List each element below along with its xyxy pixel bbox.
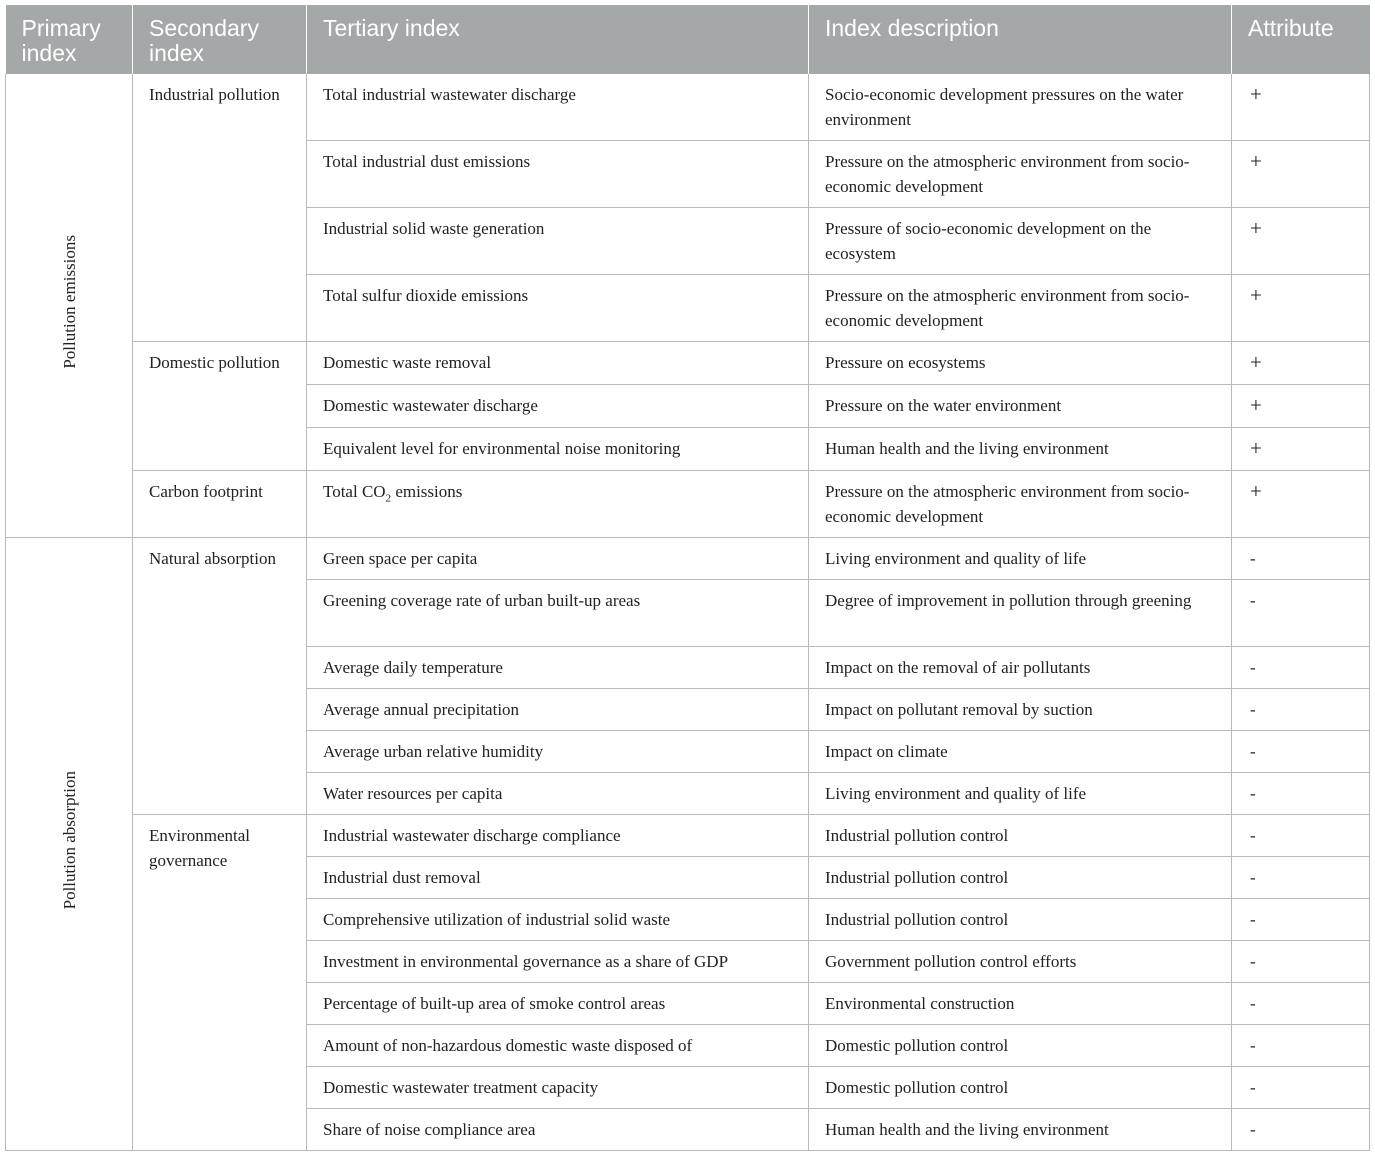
- secondary-index-carbon: Carbon footprint: [133, 471, 307, 538]
- tertiary-index-cell: Industrial dust removal: [307, 857, 809, 899]
- tertiary-index-cell: Equivalent level for environmental noise monitoring: [307, 428, 809, 471]
- tertiary-index-cell: Total sulfur dioxide emissions: [307, 275, 809, 342]
- table-row: [6, 815, 1370, 857]
- index-description-cell: Impact on climate: [809, 731, 1232, 773]
- header-index-description: Index description: [809, 5, 1232, 74]
- header-tertiary-index: Tertiary index: [307, 5, 809, 74]
- index-description-cell: Human health and the living environment: [809, 1109, 1232, 1151]
- index-description-cell: Pressure on the atmospheric environment from socio-economic development: [809, 141, 1232, 208]
- attribute-value: +: [1250, 149, 1262, 173]
- attribute-cell: [1232, 1109, 1370, 1151]
- attribute-value: +: [1250, 283, 1262, 307]
- tertiary-text: Total CO: [323, 482, 386, 501]
- attribute-value: -: [1250, 549, 1256, 568]
- attribute-cell: [1232, 773, 1370, 815]
- attribute-cell: [1232, 208, 1370, 275]
- attribute-cell: [1232, 731, 1370, 773]
- index-description-cell: Living environment and quality of life: [809, 773, 1232, 815]
- attribute-value: -: [1250, 952, 1256, 971]
- index-description-cell: Degree of improvement in pollution through greening: [809, 580, 1232, 647]
- attribute-cell: [1232, 428, 1370, 471]
- attribute-value: -: [1250, 1078, 1256, 1097]
- index-description-cell: Human health and the living environment: [809, 428, 1232, 471]
- index-system-table: [5, 5, 1370, 1151]
- header-row: [6, 5, 1370, 74]
- tertiary-index-cell: Percentage of built-up area of smoke control areas: [307, 983, 809, 1025]
- table-row: [6, 471, 1370, 538]
- index-description-cell: Industrial pollution control: [809, 815, 1232, 857]
- attribute-value: +: [1250, 216, 1262, 240]
- tertiary-index-cell: Domestic waste removal: [307, 342, 809, 385]
- index-description-cell: Government pollution control efforts: [809, 941, 1232, 983]
- tertiary-index-cell: Industrial wastewater discharge compliance: [307, 815, 809, 857]
- index-description-cell: Pressure on the water environment: [809, 385, 1232, 428]
- index-description-cell: Industrial pollution control: [809, 857, 1232, 899]
- index-description-cell: Pressure on the atmospheric environment from socio-economic development: [809, 275, 1232, 342]
- attribute-value: +: [1250, 393, 1262, 417]
- tertiary-index-cell: Domestic wastewater discharge: [307, 385, 809, 428]
- tertiary-index-cell: [307, 471, 809, 538]
- attribute-value: -: [1250, 826, 1256, 845]
- attribute-value: -: [1250, 868, 1256, 887]
- attribute-value: -: [1250, 994, 1256, 1013]
- index-description-cell: Pressure on the atmospheric environment from socio-economic development: [809, 471, 1232, 538]
- attribute-value: -: [1250, 658, 1256, 677]
- attribute-value: -: [1250, 700, 1256, 719]
- header-secondary-index: Secondary index: [133, 5, 307, 74]
- attribute-value: +: [1250, 436, 1262, 460]
- tertiary-index-cell: Water resources per capita: [307, 773, 809, 815]
- tertiary-index-cell: Total industrial wastewater discharge: [307, 74, 809, 141]
- tertiary-text-suffix: emissions: [391, 482, 463, 501]
- table-row: [6, 538, 1370, 580]
- attribute-value: -: [1250, 742, 1256, 761]
- primary-index-emissions: [6, 74, 133, 538]
- index-table-container: [5, 5, 1369, 1151]
- tertiary-index-cell: Green space per capita: [307, 538, 809, 580]
- tertiary-index-cell: Greening coverage rate of urban built-up areas: [307, 580, 809, 647]
- index-description-cell: Pressure of socio-economic development on the ecosystem: [809, 208, 1232, 275]
- attribute-cell: [1232, 538, 1370, 580]
- index-description-cell: Industrial pollution control: [809, 899, 1232, 941]
- attribute-cell: [1232, 385, 1370, 428]
- attribute-cell: [1232, 1025, 1370, 1067]
- secondary-index-governance: Environmental governance: [133, 815, 307, 1151]
- table-row: [6, 74, 1370, 141]
- tertiary-index-cell: Industrial solid waste generation: [307, 208, 809, 275]
- index-description-cell: Socio-economic development pressures on the water environment: [809, 74, 1232, 141]
- attribute-value: -: [1250, 784, 1256, 803]
- attribute-value: +: [1250, 82, 1262, 106]
- index-description-cell: Domestic pollution control: [809, 1067, 1232, 1109]
- tertiary-index-cell: Amount of non-hazardous domestic waste disposed of: [307, 1025, 809, 1067]
- tertiary-index-cell: Average urban relative humidity: [307, 731, 809, 773]
- index-description-cell: Pressure on ecosystems: [809, 342, 1232, 385]
- attribute-value: -: [1250, 910, 1256, 929]
- tertiary-index-cell: Domestic wastewater treatment capacity: [307, 1067, 809, 1109]
- attribute-value: -: [1250, 1036, 1256, 1055]
- secondary-index-natural: Natural absorption: [133, 538, 307, 815]
- primary-index-label: Pollution emissions: [59, 235, 79, 369]
- primary-index-absorption: [6, 538, 133, 1151]
- subscript: 2: [385, 492, 392, 505]
- index-description-cell: Impact on the removal of air pollutants: [809, 647, 1232, 689]
- attribute-cell: [1232, 899, 1370, 941]
- attribute-value: +: [1250, 479, 1262, 503]
- index-description-cell: Environmental construction: [809, 983, 1232, 1025]
- attribute-value: +: [1250, 350, 1262, 374]
- tertiary-index-cell: Total industrial dust emissions: [307, 141, 809, 208]
- attribute-cell: [1232, 275, 1370, 342]
- attribute-cell: [1232, 580, 1370, 647]
- tertiary-index-cell: Share of noise compliance area: [307, 1109, 809, 1151]
- attribute-cell: [1232, 983, 1370, 1025]
- attribute-cell: [1232, 342, 1370, 385]
- header-attribute: Attribute: [1232, 5, 1370, 74]
- attribute-cell: [1232, 471, 1370, 538]
- attribute-cell: [1232, 815, 1370, 857]
- attribute-cell: [1232, 857, 1370, 899]
- tertiary-index-cell: Average annual precipitation: [307, 689, 809, 731]
- index-description-cell: Domestic pollution control: [809, 1025, 1232, 1067]
- table-header: [6, 5, 1370, 74]
- table-body: [6, 74, 1370, 1151]
- attribute-cell: [1232, 647, 1370, 689]
- secondary-index-industrial: Industrial pollution: [133, 74, 307, 342]
- attribute-cell: [1232, 74, 1370, 141]
- secondary-index-domestic: Domestic pollution: [133, 342, 307, 471]
- index-description-cell: Living environment and quality of life: [809, 538, 1232, 580]
- header-primary-index: Primary index: [6, 5, 133, 74]
- attribute-cell: [1232, 941, 1370, 983]
- index-description-cell: Impact on pollutant removal by suction: [809, 689, 1232, 731]
- primary-index-label: Pollution absorption: [59, 771, 79, 910]
- attribute-cell: [1232, 689, 1370, 731]
- tertiary-index-cell: Average daily temperature: [307, 647, 809, 689]
- attribute-cell: [1232, 141, 1370, 208]
- attribute-value: -: [1250, 591, 1256, 610]
- table-row: [6, 342, 1370, 385]
- tertiary-index-cell: Comprehensive utilization of industrial solid waste: [307, 899, 809, 941]
- attribute-value: -: [1250, 1120, 1256, 1139]
- tertiary-index-cell: Investment in environmental governance as a share of GDP: [307, 941, 809, 983]
- attribute-cell: [1232, 1067, 1370, 1109]
